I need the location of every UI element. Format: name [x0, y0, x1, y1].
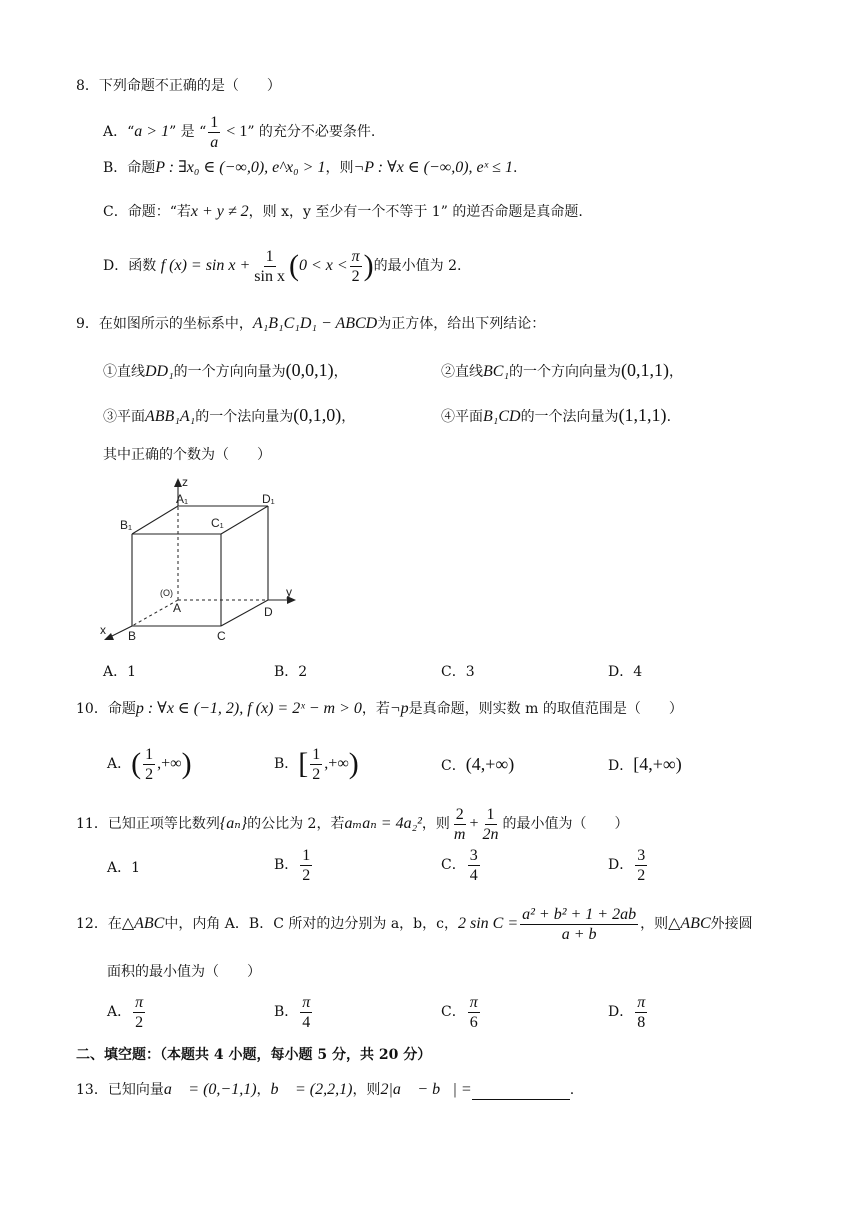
q12-option-a: [107, 992, 147, 1032]
q13-stem: [76, 1080, 574, 1100]
q12-stem-prefix: 12．在: [76, 916, 122, 932]
q10-b-fraction: [310, 745, 322, 784]
q9-c1-end: ，: [333, 364, 348, 380]
q11-stem-prefix: 11．已知正项等比数列: [76, 816, 220, 832]
q9-c4-math: B₁CD: [483, 408, 521, 425]
q12-stem-mid: 中，内角 A．B．C 所对的边分别为 a，b，c，: [164, 916, 458, 932]
q8-a-frac-den: a: [210, 133, 219, 151]
q12-stem: [76, 902, 753, 946]
q10-a-num: 1: [145, 745, 154, 763]
q8-d-fraction: [252, 247, 287, 286]
q10-option-c: [441, 754, 514, 775]
q11-f1-num: 2: [455, 805, 464, 823]
q9-c4-vector: (1,1,1): [618, 405, 667, 425]
q12-a-num: π: [135, 993, 144, 1011]
label-C1: C₁: [211, 516, 224, 530]
q10-a-label: A．: [107, 756, 132, 772]
q11-b-fraction: [300, 846, 312, 885]
label-A1: A₁: [176, 492, 189, 506]
q8-d-frac-num: 1: [265, 247, 274, 265]
q10-stem: [76, 699, 683, 719]
q10-b-rparen: ): [348, 747, 359, 780]
q8-option-a: [103, 112, 375, 152]
q10-stem-math2: ¬p: [389, 700, 409, 717]
q8-a-cond: a > 1: [134, 123, 170, 140]
q11-b-label: B．: [274, 857, 299, 873]
q11-option-a: A．1: [107, 860, 141, 876]
q8-c-math: x + y ≠ 2: [190, 203, 249, 220]
q12-tri: △ABC: [121, 915, 165, 932]
q12-frac-den: a + b: [561, 925, 597, 943]
q9-c1-suffix: 的一个方向向量为: [173, 364, 286, 380]
q12-tri2: △ABC: [668, 915, 711, 932]
q10-option-a: [107, 742, 192, 786]
q9-c3-math: ABB₁A₁: [145, 408, 196, 425]
q11-f1-den: m: [453, 825, 466, 843]
q11-option-b: [274, 845, 314, 885]
q10-option-d: [608, 754, 682, 775]
q11-frac2: [481, 805, 501, 844]
q9-c2-prefix: ②直线: [441, 364, 483, 380]
q11-plus: +: [469, 815, 479, 832]
q9-stem-prefix: 9．在如图所示的坐标系中，: [76, 316, 253, 332]
q8-c-prefix: C．命题：“若: [103, 204, 191, 220]
q12-a-den: 2: [135, 1013, 144, 1031]
q13-mid: ，则: [352, 1082, 381, 1098]
q8-d-lparen: (: [288, 249, 299, 282]
q12-a-label: A．: [107, 1004, 132, 1020]
q12-c-num: π: [469, 993, 478, 1011]
q12-c-fraction: [468, 993, 480, 1032]
q9-conclusion-3: [103, 405, 355, 427]
q13-end: .: [569, 1082, 575, 1098]
q11-c-label: C．: [441, 857, 466, 873]
q12-d-num: π: [637, 993, 646, 1011]
q8-a-lt: < 1: [222, 123, 248, 140]
q8-b-math: P : ∃x₀ ∈ (−∞,0), e^x₀ > 1: [155, 159, 326, 176]
q9-ask: 其中正确的个数为（ ）: [103, 447, 271, 463]
q11-option-c: [441, 845, 482, 885]
q12-b-fraction: [300, 993, 312, 1032]
q9-c2-end: ，: [669, 364, 684, 380]
q9-conclusion-1: [103, 360, 348, 382]
q12-line2: 面积的最小值为（ ）: [107, 964, 261, 980]
q9-conclusion-2: [441, 360, 683, 382]
label-z: z: [182, 475, 188, 489]
q13-vec-a: a⃗ = (0,−1,1): [163, 1081, 257, 1098]
q10-stem-math: p : ∀x ∈ (−1, 2), f (x) = 2ˣ − m > 0: [135, 700, 362, 717]
q12-option-b: [274, 992, 314, 1032]
label-D: D: [264, 605, 273, 619]
q8-b-math2: ¬P : ∀x ∈ (−∞,0), eˣ ≤ 1: [353, 159, 513, 176]
q12-d-label: D．: [608, 1004, 634, 1020]
q9-c4-end: .: [666, 409, 672, 425]
label-B: B: [128, 629, 137, 643]
q9-option-c: C．3: [441, 664, 475, 680]
q12-b-label: B．: [274, 1004, 299, 1020]
q9-c2-vector: (0,1,1): [621, 360, 670, 380]
q12-d-fraction: [635, 993, 647, 1032]
q9-option-a: A．1: [103, 664, 137, 680]
q11-stem-mid2: ，则: [421, 816, 450, 832]
q11-stem-suffix: 的最小值为（ ）: [502, 816, 629, 832]
q11-d-den: 2: [637, 866, 646, 884]
q12-d-den: 8: [637, 1013, 646, 1031]
q12-b-num: π: [302, 993, 311, 1011]
q8-d-frac-den: sin x: [254, 267, 285, 285]
label-B1: B₁: [120, 518, 133, 532]
q9-c4-suffix: 的一个法向量为: [520, 409, 619, 425]
q11-d-fraction: [635, 846, 647, 885]
q10-stem-mid: ，若: [361, 701, 390, 717]
q9-option-b: B．2: [274, 664, 308, 680]
q11-f2-num: 1: [486, 805, 495, 823]
q9-c3-vector: (0,1,0): [293, 405, 342, 425]
q9-cube-figure: [96, 474, 306, 646]
q8-b-suffix: .: [512, 160, 518, 176]
q12-option-c: [441, 992, 482, 1032]
q9-c3-prefix: ③平面: [103, 409, 145, 425]
q8-d-pi-den: 2: [351, 267, 360, 285]
q13-sep: ，: [256, 1082, 271, 1098]
q11-c-den: 4: [469, 866, 478, 884]
label-y: y: [286, 585, 292, 599]
q11-f2-den: 2n: [482, 825, 499, 843]
q11-stem-math: aₘaₙ = 4a₂²: [344, 815, 422, 832]
q13-stem-prefix: 13．已知向量: [76, 1082, 164, 1098]
q11-seq: {aₙ}: [219, 815, 248, 832]
q10-b-lbracket: [: [298, 747, 309, 780]
q8-b-mid: ，则: [325, 160, 354, 176]
edge-C1-D1: [221, 506, 268, 534]
q12-a-fraction: [133, 993, 145, 1032]
q9-c1-math: DD₁: [145, 363, 174, 380]
q10-c-label: C．: [441, 758, 466, 774]
q12-stem-end: 外接圆: [710, 916, 753, 932]
q8-option-c: [103, 202, 583, 222]
q13-answer-blank[interactable]: [472, 1085, 570, 1100]
q8-stem: 8．下列命题不正确的是（ ）: [76, 78, 281, 94]
q11-b-num: 1: [302, 846, 311, 864]
q10-a-den: 2: [145, 765, 154, 783]
q8-d-rparen: ): [363, 249, 374, 282]
q10-b-label: B．: [274, 756, 299, 772]
q10-stem-prefix: 10．命题: [76, 701, 136, 717]
q8-d-pi-fraction: [350, 247, 362, 286]
q10-option-b: [274, 742, 359, 786]
q11-option-d: [608, 845, 649, 885]
label-A: A: [173, 601, 182, 615]
q9-conclusion-4: [441, 405, 671, 427]
q8-a-suffix: ” 的充分不必要条件.: [247, 124, 376, 140]
q11-d-label: D．: [608, 857, 634, 873]
q10-a-rparen: ): [181, 747, 192, 780]
q8-d-suffix: 的最小值为 2.: [373, 258, 462, 274]
q10-b-inf: ,+∞: [324, 755, 349, 772]
edge-A-B-hidden: [132, 600, 178, 626]
q9-c4-prefix: ④平面: [441, 409, 483, 425]
label-O: (O): [160, 588, 173, 598]
q10-a-inf: ,+∞: [157, 755, 182, 772]
edge-C-D: [221, 600, 268, 626]
q12-frac-num: a² + b² + 1 + 2ab: [522, 905, 637, 923]
q10-b-num: 1: [312, 745, 321, 763]
q10-a-fraction: [143, 745, 155, 784]
q12-b-den: 4: [302, 1013, 311, 1031]
q12-fraction: [520, 905, 638, 944]
q9-c1-vector: (0,0,1): [285, 360, 334, 380]
q8-option-b: [103, 158, 517, 178]
q11-c-num: 3: [469, 846, 478, 864]
q11-frac1: [452, 805, 468, 844]
q10-d-label: D．: [608, 758, 634, 774]
q8-a-mid: ” 是 “: [169, 124, 207, 140]
q8-d-pi-num: π: [351, 247, 360, 265]
q12-stem-suffix: ，则: [640, 916, 669, 932]
q9-c1-prefix: ①直线: [103, 364, 145, 380]
q10-c-value: (4,+∞): [465, 754, 515, 774]
q11-stem: [76, 804, 629, 844]
q11-stem-mid: 的公比为 2，若: [247, 816, 345, 832]
edge-B1-A1: [132, 506, 178, 534]
q8-d-cond: 0 < x <: [298, 257, 348, 274]
q10-b-den: 2: [312, 765, 321, 783]
q10-stem-suffix: 是真命题，则实数 m 的取值范围是（ ）: [408, 701, 683, 717]
label-D1: D₁: [262, 492, 275, 506]
q8-option-d: [103, 244, 461, 288]
q8-a-frac-num: 1: [210, 113, 219, 131]
q8-d-math: f (x) = sin x +: [160, 257, 251, 274]
q9-stem-suffix: 为正方体，给出下列结论：: [377, 316, 546, 332]
q11-c-fraction: [468, 846, 480, 885]
q10-d-value: [4,+∞): [633, 754, 682, 774]
q8-d-prefix: D．函数: [103, 258, 157, 274]
q9-c3-end: ，: [341, 409, 356, 425]
q9-stem: [76, 314, 545, 334]
q9-c3-suffix: 的一个法向量为: [195, 409, 294, 425]
q9-c2-suffix: 的一个方向向量为: [509, 364, 622, 380]
q12-c-label: C．: [441, 1004, 466, 1020]
q11-d-num: 3: [637, 846, 646, 864]
q10-a-lparen: (: [131, 747, 142, 780]
q13-expr: 2|a⃗ − b⃗| =: [380, 1081, 472, 1098]
q9-option-d: D．4: [608, 664, 643, 680]
q12-c-den: 6: [469, 1013, 478, 1031]
q11-b-den: 2: [302, 866, 311, 884]
q8-c-suffix: ，则 x，y 至少有一个不等于 1” 的逆否命题是真命题.: [248, 204, 583, 220]
q12-stem-math: 2 sin C =: [457, 915, 519, 932]
q8-a-prefix: A．“: [103, 124, 135, 140]
q13-vec-b: b⃗ = (2,2,1): [270, 1081, 353, 1098]
q12-option-d: [608, 992, 649, 1032]
label-C: C: [217, 629, 226, 643]
label-x: x: [100, 623, 106, 637]
section-fill-in-title: 二、填空题：（本题共 4 小题，每小题 5 分，共 20 分）: [76, 1047, 432, 1063]
q9-stem-math: A₁B₁C₁D₁ − ABCD: [252, 315, 378, 332]
z-arrow-icon: [174, 478, 182, 487]
q8-a-fraction: [208, 113, 220, 152]
q9-c2-math: BC₁: [483, 363, 510, 380]
q8-b-prefix: B．命题: [103, 160, 156, 176]
